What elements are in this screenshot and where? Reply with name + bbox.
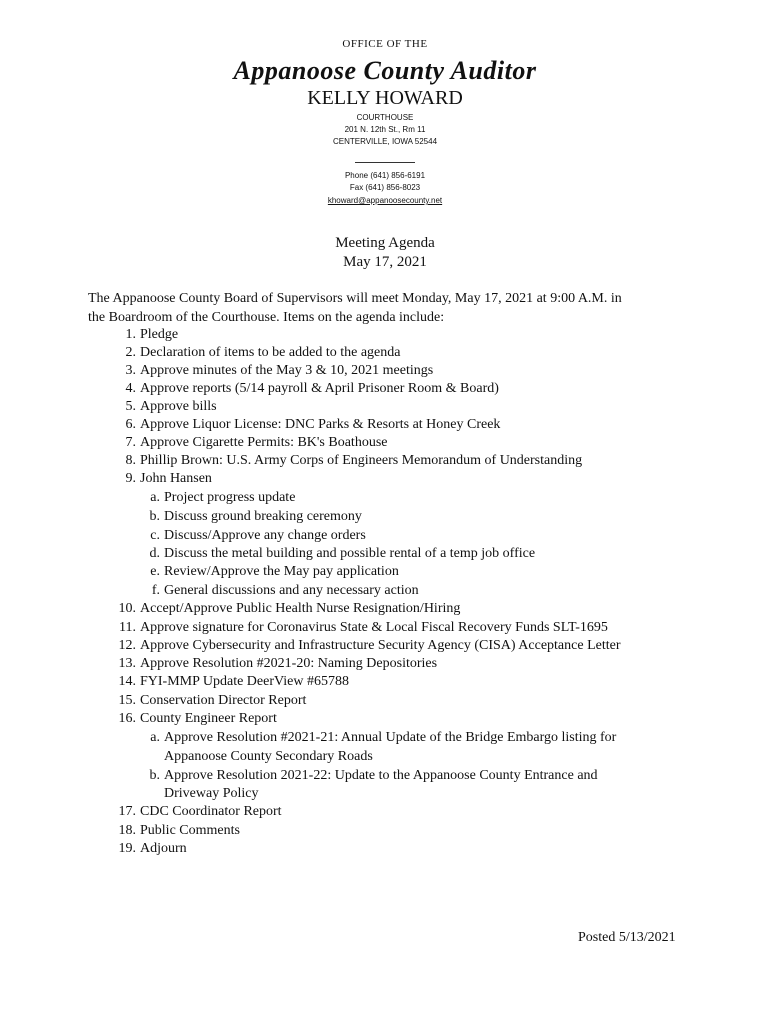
agenda-date: May 17, 2021 — [343, 254, 427, 270]
street-line: 201 N. 12th St., Rm 11 — [344, 125, 426, 134]
building-line: COURTHOUSE — [356, 113, 414, 122]
item-number: 10. — [118, 601, 136, 616]
item-text: Discuss ground breaking ceremony — [164, 509, 362, 524]
item-number: 6. — [125, 417, 136, 432]
item-text: Approve bills — [140, 399, 217, 414]
item-number: a. — [150, 730, 160, 745]
item-text: Driveway Policy — [164, 786, 259, 801]
intro-line-2: the Boardroom of the Courthouse. Items on the agenda include: — [88, 310, 445, 325]
item-text: Approve reports (5/14 payroll & April Prisoner Room & Board) — [140, 381, 499, 396]
fax-line: Fax (641) 856-8023 — [349, 183, 421, 192]
item-number: 12. — [118, 638, 136, 653]
item-text: Approve Resolution #2021-20: Naming Depositories — [140, 656, 438, 671]
item-text: Adjourn — [140, 841, 187, 856]
posted-date: Posted 5/13/2021 — [578, 930, 676, 945]
item-text: Phillip Brown: U.S. Army Corps of Engineers Memorandum of Understanding — [140, 453, 583, 468]
item-number: c. — [150, 528, 160, 543]
item-text: Public Comments — [140, 823, 240, 838]
item-text: Approve Resolution 2021-22: Update to the Appanoose County Entrance and — [164, 768, 598, 783]
item-number: 15. — [118, 693, 136, 708]
item-text: Review/Approve the May pay application — [164, 564, 399, 579]
item-number: d. — [149, 546, 160, 561]
item-number: 13. — [118, 656, 136, 671]
item-number: 7. — [125, 435, 136, 450]
divider — [355, 162, 415, 163]
item-text: Declaration of items to be added to the agenda — [140, 345, 401, 360]
item-number: e. — [150, 564, 160, 579]
item-number: 8. — [125, 453, 136, 468]
item-text: CDC Coordinator Report — [140, 804, 282, 819]
item-number: b. — [149, 768, 160, 783]
item-text: Project progress update — [164, 490, 296, 505]
item-text: FYI-MMP Update DeerView #65788 — [140, 674, 349, 689]
item-number: 14. — [118, 674, 136, 689]
phone-line: Phone (641) 856-6191 — [344, 171, 426, 180]
item-text: Discuss/Approve any change orders — [164, 528, 366, 543]
item-text: Approve Liquor License: DNC Parks & Resorts at Honey Creek — [140, 417, 501, 432]
item-text: Conservation Director Report — [140, 693, 307, 708]
item-number: 5. — [125, 399, 136, 414]
office-line: OFFICE OF THE — [342, 38, 428, 50]
item-number: 18. — [118, 823, 136, 838]
item-number: 17. — [118, 804, 136, 819]
office-name: Appanoose County Auditor — [233, 56, 537, 85]
item-number: 3. — [125, 363, 136, 378]
item-text: Approve minutes of the May 3 & 10, 2021 meetings — [140, 363, 434, 378]
item-text: Approve Cigarette Permits: BK's Boathouse — [140, 435, 388, 450]
item-text: Pledge — [140, 327, 179, 342]
item-number: 11. — [119, 620, 136, 635]
item-text: Approve signature for Coronavirus State & Local Fiscal Recovery Funds SLT-1695 — [140, 620, 608, 635]
item-number: 9. — [125, 471, 136, 486]
item-text: General discussions and any necessary action — [164, 583, 419, 598]
email-link[interactable]: khoward@appanoosecounty.net — [327, 196, 443, 205]
item-text: Approve Resolution #2021-21: Annual Update of the Bridge Embargo listing for — [164, 730, 617, 745]
item-number: f. — [151, 583, 160, 598]
item-number: 16. — [118, 711, 136, 726]
item-text: Appanoose County Secondary Roads — [164, 749, 373, 764]
item-text: Approve Cybersecurity and Infrastructure Security Agency (CISA) Acceptance Letter — [140, 638, 621, 653]
agenda-intro — [88, 289, 688, 327]
item-number: a. — [150, 490, 160, 505]
item-number: 19. — [118, 841, 136, 856]
item-number: b. — [149, 509, 160, 524]
item-number: 4. — [125, 381, 136, 396]
item-number: 1. — [125, 327, 136, 342]
item-text: Accept/Approve Public Health Nurse Resignation/Hiring — [140, 601, 461, 616]
item-number: 2. — [125, 345, 136, 360]
auditor-name: KELLY HOWARD — [307, 87, 463, 109]
item-text: County Engineer Report — [140, 711, 277, 726]
agenda-title: Meeting Agenda — [335, 235, 435, 251]
item-text: Discuss the metal building and possible rental of a temp job office — [164, 546, 536, 561]
city-line: CENTERVILLE, IOWA 52544 — [332, 137, 438, 146]
item-text: John Hansen — [140, 471, 212, 486]
intro-line-1: The Appanoose County Board of Supervisors will meet Monday, May 17, 2021 at 9:00 A.M. in — [88, 291, 622, 306]
